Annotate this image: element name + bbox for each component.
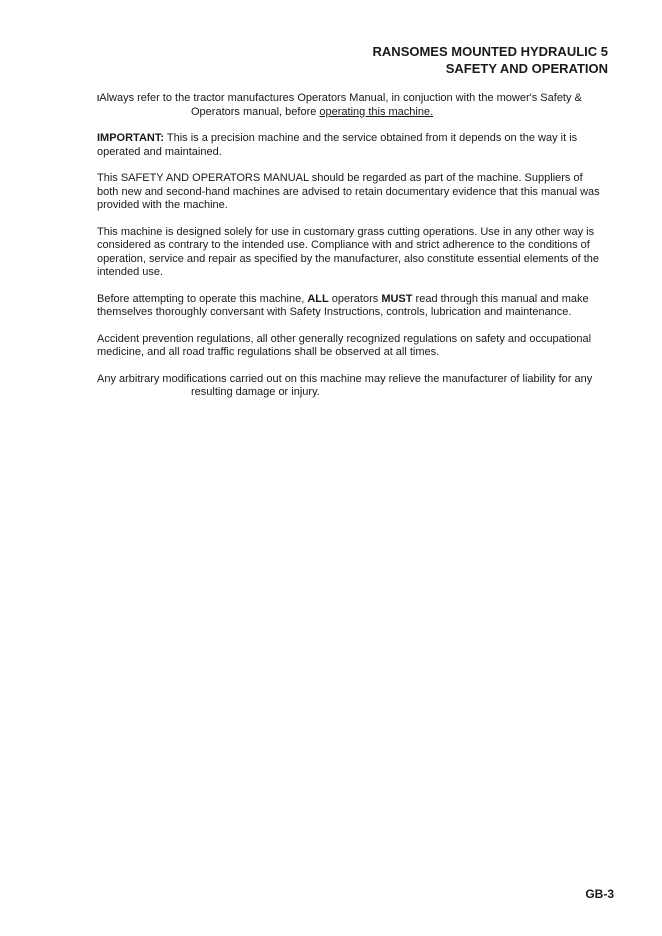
must-emphasis: MUST [381, 292, 413, 305]
paragraph-modifications [97, 373, 603, 400]
read-manual-text-e: read through this manual and make themselves thoroughly conversant with Safety Instructions, controls, lubrication and maintenance. [97, 292, 589, 318]
read-manual-text-a: Before attempting to operate this machine, [97, 292, 308, 305]
page-header [373, 43, 608, 77]
modifications-line1: Any arbitrary modifications carried out on this machine may relieve the manufacturer of liability for any [97, 372, 593, 385]
refer-manual-text: Operators manual, before [191, 105, 320, 118]
important-label: IMPORTANT: [97, 132, 165, 144]
important-text: This is a precision machine and the service obtained from it depends on the way it is operated and maintained. [97, 132, 578, 158]
header-subtitle: SAFETY AND OPERATION [445, 61, 608, 76]
paragraph-important [97, 132, 603, 159]
header-title: RANSOMES MOUNTED HYDRAULIC 5 [372, 44, 608, 59]
paragraph-refer-manual [97, 92, 603, 119]
underlined-phrase: operating this machine. [319, 105, 434, 118]
read-manual-text-c: operators [328, 292, 382, 305]
document-body [97, 92, 603, 413]
paragraph-marker: I [97, 94, 100, 103]
all-emphasis: ALL [307, 292, 329, 305]
refer-manual-line1: Always refer to the tractor manufactures Operators Manual, in conjuction with the mower's Safety & [99, 92, 582, 104]
paragraph-manual-part-of-machine: This SAFETY AND OPERATORS MANUAL should be regarded as part of the machine. Suppliers of both new and second-hand machines are advised to retain documentary evidence that this manual was provided with the machine. [97, 172, 600, 211]
paragraph-intended-use: This machine is designed solely for use in customary grass cutting operations. Use in any other way is considered as contrary to the intended use. Compliance with and strict adherence to the conditions of operation, service and repair as specified by the manufacturer, also constitute essential elements of the intended use. [97, 225, 600, 278]
paragraph-regulations: Accident prevention regulations, all other generally recognized regulations on safety and occupational medicine, and all road traffic regulations shall be observed at all times. [97, 332, 592, 358]
paragraph-read-manual [97, 293, 603, 320]
page-number: GB-3 [585, 887, 614, 901]
modifications-line2: resulting damage or injury. [191, 386, 320, 398]
refer-manual-line2 [97, 106, 603, 120]
